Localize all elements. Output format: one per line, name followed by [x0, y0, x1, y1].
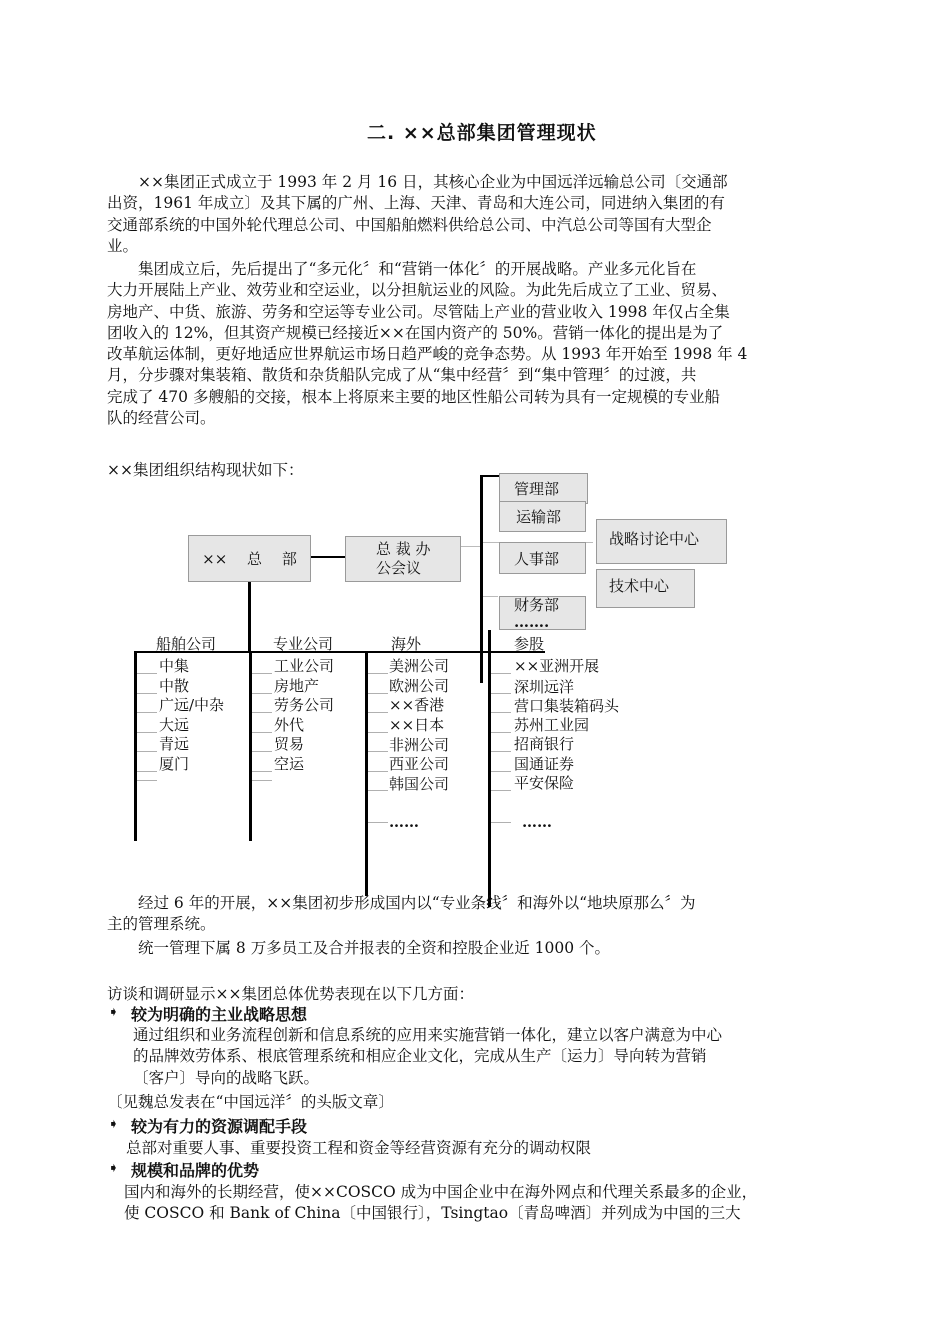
text-line: 月，分步骤对集装箱、散货和杂货船队完成了从“集中经营〞到“集中管理〞的过渡，共 — [107, 366, 697, 385]
text-line: 主的管理系统。 — [107, 915, 216, 934]
text-line: 的品牌效劳体系、根底管理系统和相应企业文化，完成从生产〔运力〕导向转为营销 — [133, 1047, 707, 1066]
item-tick — [491, 771, 511, 772]
item-tick — [137, 771, 157, 772]
list-item: 营口集装箱码头 — [514, 697, 620, 715]
center-box-strategy — [596, 519, 727, 564]
dept-label: 人事部 — [514, 549, 560, 568]
text-line: 出资，1961 年成立〕及其下属的广州、上海、天津、青岛和大连公司，同进纳入集团的有 — [107, 194, 725, 213]
column-spine-ships — [134, 651, 137, 841]
list-item: 西亚公司 — [389, 755, 450, 773]
item-tick — [368, 751, 388, 752]
text-line: 使 COSCO 和 Bank of China〔中国银行〕，Tsingtao〔青岛啤酒〕并列成为中国的三大 — [124, 1204, 741, 1223]
item-tick — [137, 712, 157, 713]
list-item: 苏州工业园 — [514, 716, 590, 734]
dept-tick — [483, 596, 498, 597]
president-office-box — [345, 536, 461, 582]
list-item: 外代 — [274, 716, 305, 734]
hq-label: ×× 总 部 — [202, 550, 297, 568]
item-tick — [368, 712, 388, 713]
list-item: 招商银行 — [514, 735, 575, 753]
item-tick — [252, 751, 272, 752]
item-tick — [368, 771, 388, 772]
list-item: 深圳远洋 — [514, 678, 575, 696]
list-item: 工业公司 — [274, 657, 335, 675]
hq-connector — [311, 556, 345, 558]
list-item: 美洲公司 — [389, 657, 450, 675]
arrow-bullet-icon: ➧ — [108, 1161, 119, 1176]
center-label: 技术中心 — [609, 577, 670, 595]
dept-box-transport — [499, 501, 586, 532]
center-label: 战略讨论中心 — [609, 530, 700, 548]
item-tick — [491, 822, 511, 823]
dept-box-hr — [499, 542, 586, 574]
item-tick — [252, 712, 272, 713]
list-item: 广远/中杂 — [159, 696, 225, 714]
advantage-body: 总部对重要人事、重要投资工程和资金等经营资源有充分的调动权限 — [126, 1139, 592, 1157]
item-tick — [368, 790, 388, 791]
list-item: 国通证券 — [514, 755, 575, 773]
item-tick — [491, 712, 511, 713]
list-item: ××日本 — [389, 716, 445, 734]
item-tick — [368, 822, 388, 823]
intro-paragraph-1 — [107, 172, 897, 257]
column-head-ships: 船舶公司 — [156, 635, 217, 653]
item-tick — [491, 693, 511, 694]
list-more: …… — [389, 813, 419, 831]
text-line: 房地产、中货、旅游、劳务和空运等专业公司。尽管陆上产业的营业收入 1998 年仅占全集 — [107, 302, 730, 321]
list-item: 中集 — [159, 657, 190, 675]
list-item: ××香港 — [389, 696, 445, 714]
text-line: 经过 6 年的开展，××集团初步形成国内以“专业条线〞和海外以“地块原那么〞为 — [107, 894, 696, 912]
list-item: 青远 — [159, 735, 190, 753]
text-line: 大力开展陆上产业、效劳业和空运业，以分担航运业的风险。为此先后成立了工业、贸易、 — [107, 281, 728, 300]
item-tick — [252, 673, 272, 674]
text-line: 〔客户〕导向的战略飞跃。 — [133, 1068, 320, 1087]
dept-connector — [461, 546, 481, 547]
text-line: 交通部系统的中国外轮代理总公司、中国船舶燃料供给总公司、中汽总公司等国有大型企 — [107, 215, 712, 234]
advantage-title: 规模和品牌的优势 — [131, 1161, 260, 1180]
text-line: 集团成立后，先后提出了“多元化〞和“营销一体化〞的开展战略。产业多元化旨在 — [107, 260, 697, 278]
item-tick — [252, 780, 272, 781]
dept-label: 管理部 — [514, 480, 560, 498]
item-tick — [137, 780, 157, 781]
advantage-title: 较为有力的资源调配手段 — [131, 1117, 308, 1136]
dept-top-line — [480, 475, 500, 477]
text-line: 队的经营公司。 — [107, 409, 216, 428]
text-line: 团收入的 12%，但其资产规模已经接近××在国内资产的 50%。营销一体化的提出是为了 — [107, 323, 724, 342]
list-item: 劳务公司 — [274, 696, 335, 714]
list-item: ××亚洲开展 — [514, 657, 600, 675]
list-more: …… — [522, 813, 552, 831]
item-tick — [252, 771, 272, 772]
list-item: 房地产 — [274, 677, 320, 695]
advantage-body — [133, 1025, 873, 1089]
text-line: 业。 — [107, 236, 139, 255]
list-item: 平安保险 — [514, 774, 575, 792]
text-line: 完成了 470 多艘船的交接，根本上将原来主要的地区性船公司转为具有一定规模的专业船 — [107, 387, 720, 406]
item-tick — [252, 732, 272, 733]
item-tick — [252, 693, 272, 694]
item-tick — [137, 693, 157, 694]
president-office-label-2: 公会议 — [376, 559, 422, 577]
dept-box-finance — [499, 596, 586, 630]
list-item: 中散 — [159, 677, 190, 695]
dept-more: ……. — [514, 613, 550, 631]
advantages-intro: 访谈和调研显示××集团总体优势表现在以下几方面： — [107, 985, 474, 1003]
advantage-title: 较为明确的主业战略思想 — [131, 1005, 308, 1024]
org-intro: ××集团组织结构现状如下： — [107, 461, 304, 479]
item-tick — [491, 673, 511, 674]
advantage-note: 〔见魏总发表在“中国远洋〞的头版文章〕 — [107, 1093, 394, 1111]
summary-paragraph-3 — [107, 893, 897, 936]
hq-spine — [248, 582, 251, 652]
text-line: 国内和海外的长期经营，使××COSCO 成为中国企业中在海外网点和代理关系最多的企业， — [124, 1183, 758, 1201]
list-item: 厦门 — [159, 755, 190, 773]
column-head-overseas: 海外 — [391, 635, 422, 653]
president-office-label-1: 总 裁 办 — [376, 540, 431, 558]
list-item: 韩国公司 — [389, 775, 450, 793]
summary-paragraph-4 — [107, 938, 897, 959]
column-head-equity: 参股 — [514, 635, 545, 653]
text-line: 改革航运体制，更好地适应世界航运市场日趋严峻的竞争态势。从 1993 年开始至 1998 年 4 — [107, 345, 748, 364]
item-tick — [491, 732, 511, 733]
text-line: ××集团正式成立于 1993 年 2 月 16 日，其核心企业为中国远洋远输总公司〔交通部 — [107, 173, 728, 191]
center-box-tech — [596, 569, 695, 608]
column-spine-special — [249, 651, 252, 841]
arrow-bullet-icon: ➧ — [108, 1005, 119, 1020]
hq-box — [188, 535, 311, 582]
item-tick — [368, 693, 388, 694]
advantage-body — [124, 1182, 894, 1225]
dept-box-management — [499, 473, 588, 504]
page-title: 二. ××总部集团管理现状 — [367, 122, 597, 144]
intro-paragraph-2 — [107, 259, 897, 429]
item-tick — [368, 673, 388, 674]
list-item: 贸易 — [274, 735, 305, 753]
item-tick — [137, 732, 157, 733]
list-item: 空运 — [274, 755, 305, 773]
item-tick — [137, 673, 157, 674]
item-tick — [491, 790, 511, 791]
text-line: 通过组织和业务流程创新和信息系统的应用来实施营销一体化，建立以客户满意为中心 — [133, 1026, 723, 1044]
dept-label: 运输部 — [516, 508, 562, 526]
arrow-bullet-icon: ➧ — [108, 1117, 119, 1132]
list-item: 大远 — [159, 716, 190, 734]
item-tick — [368, 732, 388, 733]
list-item: 非洲公司 — [389, 736, 450, 754]
item-tick — [137, 751, 157, 752]
list-item: 欧洲公司 — [389, 677, 450, 695]
column-spine-overseas — [365, 651, 368, 896]
text-line: 统一管理下属 8 万多员工及合并报表的全资和控股企业近 1000 个。 — [107, 939, 611, 957]
dept-label: 财务部 — [514, 596, 560, 614]
column-spine-equity — [488, 630, 491, 907]
column-head-special: 专业公司 — [273, 635, 334, 653]
item-tick — [491, 751, 511, 752]
